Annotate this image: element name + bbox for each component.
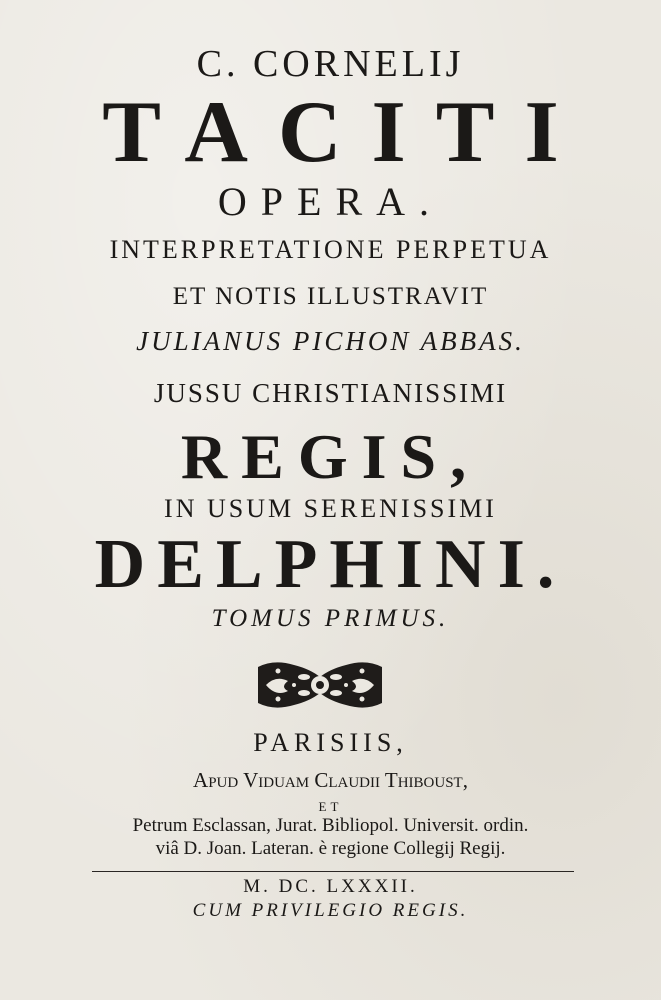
bookseller-line: Petrum Esclassan, Jurat. Bibliopol. Universit. ordin. xyxy=(132,815,529,836)
delphini-heading: DELPHINI. xyxy=(94,526,567,603)
floral-ornament-icon xyxy=(254,657,386,713)
interpretatione-line: INTERPRETATIONE PERPETUA xyxy=(109,235,552,264)
address-line: viâ D. Joan. Lateran. è regione Collegij Regij. xyxy=(155,838,506,859)
publisher-line: Apud Viduam Claudii Thiboust, xyxy=(193,768,468,792)
work-title: OPERA. xyxy=(217,179,444,224)
volume-line: TOMUS PRIMUS. xyxy=(211,605,450,632)
regis-heading: REGIS, xyxy=(180,421,481,492)
divider-rule xyxy=(92,871,574,872)
author-line: C. CORNELIJ xyxy=(196,43,465,85)
imprint-place: PARISIIS, xyxy=(253,728,408,757)
jussu-line: JUSSU CHRISTIANISSIMI xyxy=(153,378,508,408)
notis-line: ET NOTIS ILLUSTRAVIT xyxy=(172,283,489,310)
in-usum-line: IN USUM SERENISSIMI xyxy=(164,494,497,523)
imprint-date: M. DC. LXXXII. xyxy=(243,876,418,897)
conjunction-et: ET xyxy=(318,799,343,814)
privilege-line: CUM PRIVILEGIO REGIS. xyxy=(192,900,469,921)
author-name: TACITI xyxy=(102,84,589,181)
editor-line: JULIANUS PICHON ABBAS. xyxy=(136,326,525,356)
